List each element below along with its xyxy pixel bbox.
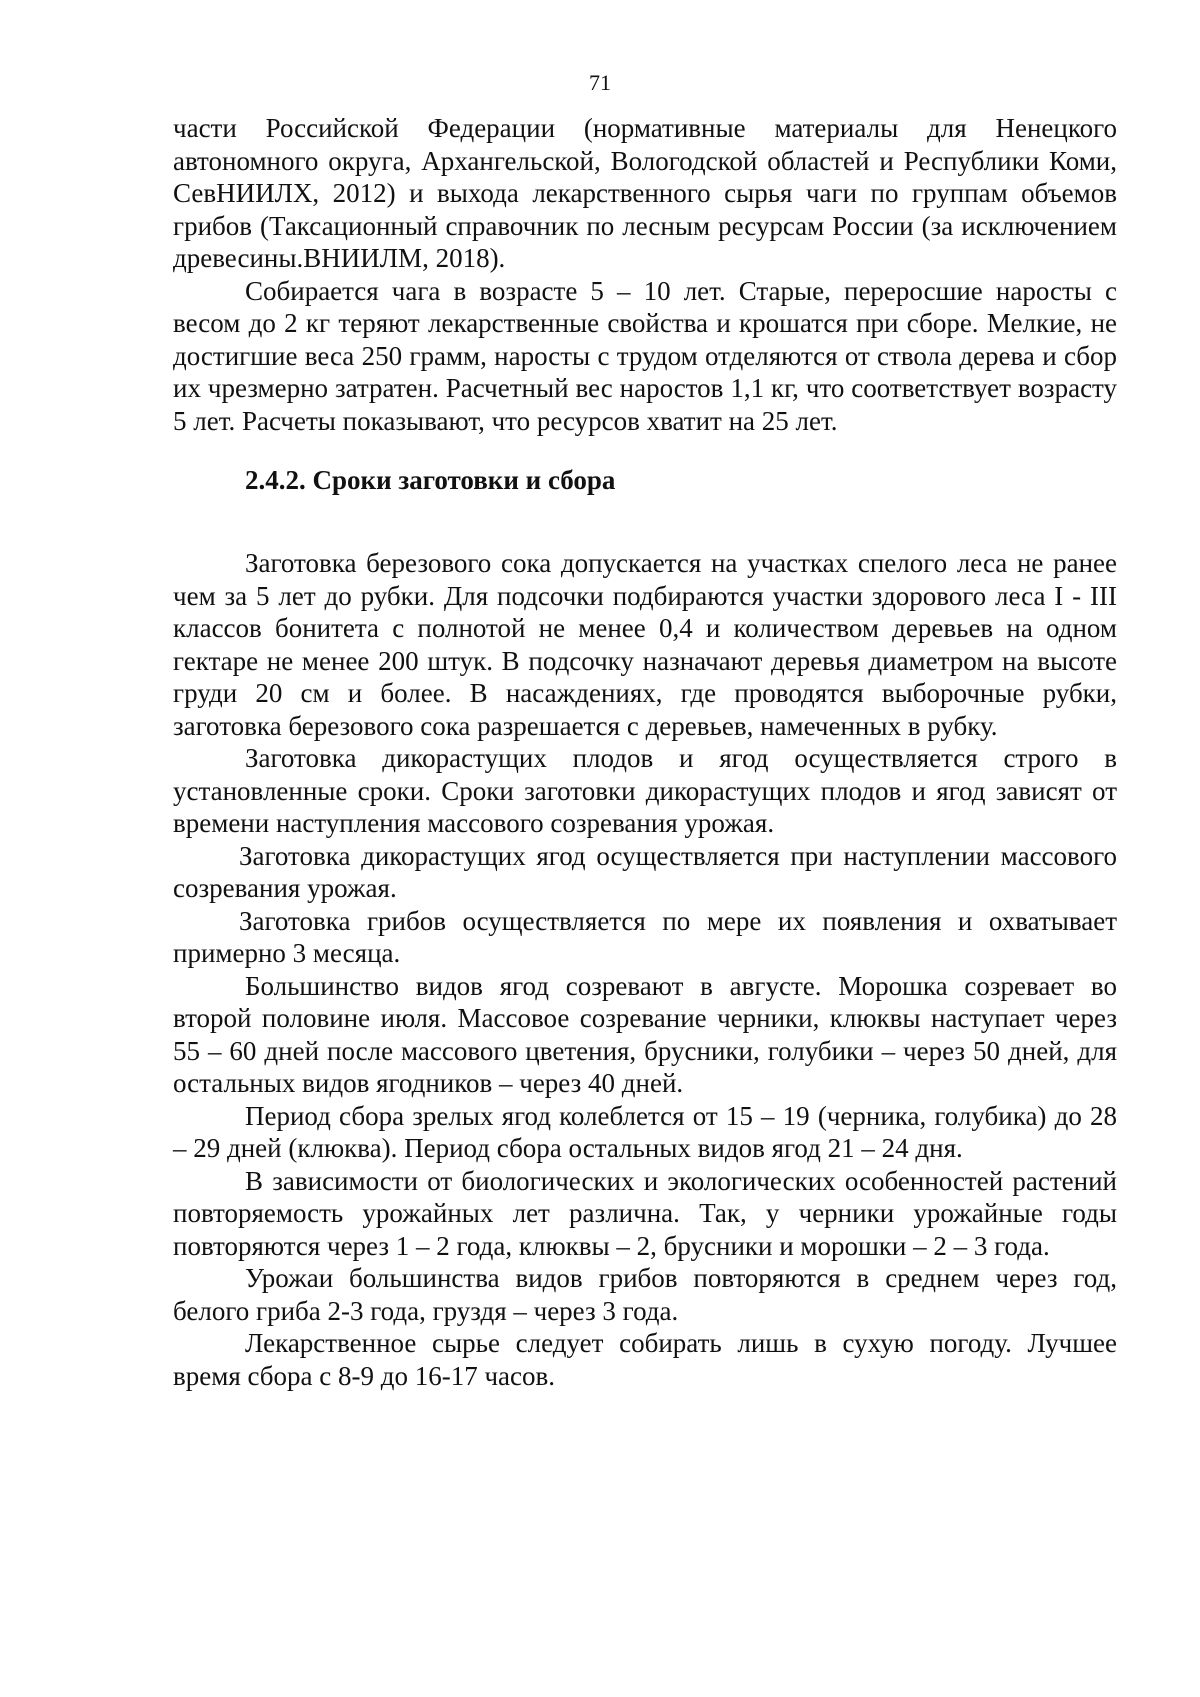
paragraph: Лекарственное сырье следует собирать лишь в сухую погоду. Лучшее время сбора с 8-9 до 16-17 часов. bbox=[173, 1328, 1117, 1391]
paragraph: Заготовка грибов осуществляется по мере их появления и охватывает примерно 3 месяца. bbox=[173, 905, 1117, 968]
paragraph: Заготовка березового сока допускается на участках спелого леса не ранее чем за 5 лет до рубки. Для подсочки подбираются участки здорового леса I - III классов бонитета с полнотой не менее 0,4 и количеством деревьев на одном гектаре не менее 200 штук. В подсочку назначают деревья диаметром на высоте груди 20 см и более. В насаждениях, где проводятся выборочные рубки, заготовка березового сока разрешается с деревьев, намеченных в рубку. bbox=[173, 548, 1117, 741]
paragraph: Заготовка дикорастущих ягод осуществляется при наступлении массового созревания урожая. bbox=[173, 840, 1117, 903]
paragraph: Собирается чага в возрасте 5 – 10 лет. Старые, переросшие наросты с весом до 2 кг теряют лекарственные свойства и крошатся при сборе. Мелкие, не достигшие веса 250 грамм, наросты с трудом отделяются от ствола дерева и сбор их чрезмерно затратен. Расчетный вес наростов 1,1 кг, что соответствует возрасту 5 лет. Расчеты показывают, что ресурсов хватит на 25 лет. bbox=[173, 275, 1117, 436]
paragraph: Период сбора зрелых ягод колеблется от 15 – 19 (черника, голубика) до 28 – 29 дней (клюква). Период сбора остальных видов ягод 21 – 24 дня. bbox=[173, 1100, 1117, 1163]
paragraph: Заготовка дикорастущих плодов и ягод осуществляется строго в установленные сроки. Сроки заготовки дикорастущих плодов и ягод зависят от времени наступления массового созревания урожая. bbox=[173, 743, 1117, 838]
page-content bbox=[173, 112, 1117, 1392]
page-number: 71 bbox=[589, 70, 611, 95]
paragraph: В зависимости от биологических и экологических особенностей растений повторяемость урожайных лет различна. Так, у черники урожайные годы повторяются через 1 – 2 года, клюквы – 2, брусники и морошки – 2 – 3 года. bbox=[173, 1165, 1117, 1261]
paragraph: Большинство видов ягод созревают в августе. Морошка созревает во второй половине июля. Массовое созревание черники, клюквы наступает через 55 – 60 дней после массового цветения, брусники, голубики – через 50 дней, для остальных видов ягодников – через 40 дней. bbox=[173, 970, 1117, 1098]
paragraph: части Российской Федерации (нормативные материалы для Ненецкого автономного округа, Архангельской, Вологодской областей и Республики Коми, СевНИИЛХ, 2012) и выхода лекарственного сырья чаги по группам объемов грибов (Таксационный справочник по лесным ресурсам России (за исключением древесины.ВНИИЛМ, 2018). bbox=[173, 113, 1117, 273]
paragraph: Урожаи большинства видов грибов повторяются в среднем через год, белого гриба 2-3 года, груздя – через 3 года. bbox=[173, 1263, 1117, 1326]
section-heading: 2.4.2. Сроки заготовки и сбора bbox=[245, 465, 616, 495]
